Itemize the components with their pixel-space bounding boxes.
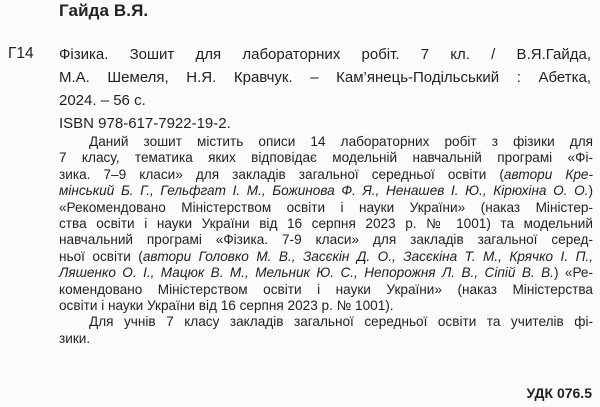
annotation-line: зика. 7–9 класи» для закладів загальної середньої освіти (автори Кре- [59, 166, 593, 182]
audience-line: Для учнів 7 класу закладів загальної середньої освіти та учителів фі- [89, 314, 593, 330]
annotation [59, 134, 593, 347]
annotation-line: освіти і науки України від 16 серпня 2023 р. № 1001). [59, 298, 394, 314]
annotation-line: мінський Б. Г., Гельфгат І. М., Божинова Ф. Я., Ненашев І. Ю., Кірюхіна О. О.) [59, 183, 593, 199]
author-name: Гайда В.Я. [59, 1, 149, 20]
bib-line: 2024. – 56 с. [59, 92, 146, 109]
classification-code: Г14 [8, 45, 34, 62]
annotation-line: комендовано Міністерством освіти і науки України» (наказ Міністерства [59, 281, 593, 297]
annotation-line: Ляшенко О. І., Мацюк В. М., Мельник Ю. С., Непорожня Л. В., Сіпій В. В.) «Ре- [59, 265, 594, 281]
annotation-line: 7 класу, тематика яких відповідає модельній навчальній програмі «Фі- [59, 150, 593, 166]
annotation-line: ньої освіти (автори Головко М. В., Засєкін Д. О., Засєкіна Т. М., Крячко І. П., [59, 248, 593, 264]
audience-line: зики. [59, 330, 91, 346]
udc-code: УДК 076.5 [526, 385, 592, 401]
bib-line: М.А. Шемеля, Н.Я. Кравчук. – Кам’янець-Подільський : Абетка, [59, 69, 591, 86]
bib-line: Фізика. Зошит для лабораторних робіт. 7 кл. / В.Я.Гайда, [59, 46, 591, 63]
annotation-line: Даний зошит містить описи 14 лабораторних робіт з фізики для [89, 134, 593, 149]
annotation-line: навчальний програмі «Фізика. 7-9 класи» для закладів загальної серед- [59, 232, 593, 248]
isbn: ISBN 978-617-7922-19-2. [59, 115, 231, 132]
bibliographic-record [59, 43, 591, 135]
annotation-line: ства освіти і науки України від 16 серпня 2023 р. № 1001) та модельний [59, 216, 593, 232]
annotation-line: «Рекомендовано Міністерством освіти і науки України» (наказ Міністер- [59, 199, 593, 215]
